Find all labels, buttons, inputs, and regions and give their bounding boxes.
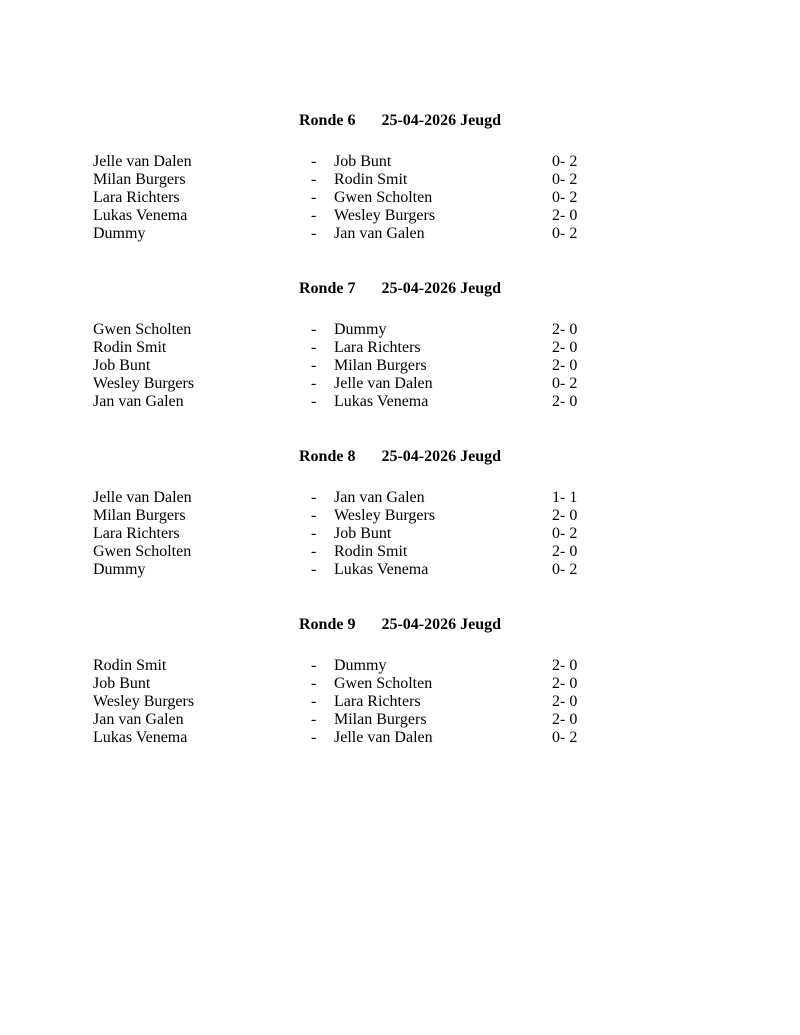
match-score: 2- 0 <box>552 657 578 674</box>
separator: - <box>311 225 317 242</box>
away-player: Jan van Galen <box>334 489 425 506</box>
home-player: Lukas Venema <box>93 207 188 224</box>
home-player: Jelle van Dalen <box>93 489 192 506</box>
separator: - <box>311 675 317 692</box>
round-heading <box>0 616 800 634</box>
match-score: 0- 2 <box>552 561 578 578</box>
match-score: 0- 2 <box>552 153 578 170</box>
match-score: 2- 0 <box>552 207 578 224</box>
match-row <box>93 339 800 357</box>
match-row <box>93 525 800 543</box>
round-title: Ronde 7 <box>298 280 356 297</box>
round-section <box>0 112 800 243</box>
away-player: Wesley Burgers <box>334 507 436 524</box>
match-score: 0- 2 <box>552 189 578 206</box>
away-player: Lara Richters <box>334 693 421 710</box>
round-section <box>0 280 800 411</box>
match-row <box>93 561 800 579</box>
away-player: Jelle van Dalen <box>334 729 433 746</box>
match-score: 2- 0 <box>552 339 578 356</box>
separator: - <box>311 189 317 206</box>
away-player: Job Bunt <box>334 525 392 542</box>
separator: - <box>311 207 317 224</box>
separator: - <box>311 561 317 578</box>
match-score: 0- 2 <box>552 171 578 188</box>
separator: - <box>311 339 317 356</box>
round-heading <box>0 280 800 298</box>
away-player: Gwen Scholten <box>334 189 433 206</box>
away-player: Milan Burgers <box>334 711 427 728</box>
away-player: Dummy <box>334 321 387 338</box>
match-score: 2- 0 <box>552 675 578 692</box>
separator: - <box>311 375 317 392</box>
home-player: Lukas Venema <box>93 729 188 746</box>
match-score: 2- 0 <box>552 711 578 728</box>
away-player: Dummy <box>334 657 387 674</box>
away-player: Jan van Galen <box>334 225 425 242</box>
match-row <box>93 225 800 243</box>
match-row <box>93 729 800 747</box>
away-player: Job Bunt <box>334 153 392 170</box>
match-row <box>93 693 800 711</box>
match-score: 1- 1 <box>552 489 578 506</box>
separator: - <box>311 711 317 728</box>
match-row <box>93 543 800 561</box>
home-player: Gwen Scholten <box>93 543 192 560</box>
away-player: Milan Burgers <box>334 357 427 374</box>
home-player: Gwen Scholten <box>93 321 192 338</box>
separator: - <box>311 729 317 746</box>
match-row <box>93 153 800 171</box>
match-row <box>93 207 800 225</box>
separator: - <box>311 693 317 710</box>
away-player: Gwen Scholten <box>334 675 433 692</box>
match-row <box>93 657 800 675</box>
separator: - <box>311 321 317 338</box>
separator: - <box>311 525 317 542</box>
home-player: Dummy <box>93 561 146 578</box>
home-player: Jan van Galen <box>93 393 184 410</box>
match-score: 2- 0 <box>552 507 578 524</box>
away-player: Rodin Smit <box>334 171 408 188</box>
match-row <box>93 189 800 207</box>
round-section <box>0 616 800 747</box>
home-player: Milan Burgers <box>93 171 186 188</box>
home-player: Milan Burgers <box>93 507 186 524</box>
match-score: 0- 2 <box>552 525 578 542</box>
match-row <box>93 675 800 693</box>
home-player: Job Bunt <box>93 357 151 374</box>
round-date: 25-04-2026 Jeugd <box>381 112 501 129</box>
match-row <box>93 393 800 411</box>
separator: - <box>311 657 317 674</box>
home-player: Job Bunt <box>93 675 151 692</box>
away-player: Lara Richters <box>334 339 421 356</box>
separator: - <box>311 171 317 188</box>
match-row <box>93 711 800 729</box>
match-row <box>93 357 800 375</box>
match-row <box>93 489 800 507</box>
match-score: 0- 2 <box>552 729 578 746</box>
match-score: 2- 0 <box>552 321 578 338</box>
home-player: Lara Richters <box>93 189 180 206</box>
away-player: Lukas Venema <box>334 393 429 410</box>
home-player: Jan van Galen <box>93 711 184 728</box>
match-row <box>93 375 800 393</box>
match-row <box>93 171 800 189</box>
away-player: Jelle van Dalen <box>334 375 433 392</box>
round-heading <box>0 448 800 466</box>
match-row <box>93 507 800 525</box>
home-player: Wesley Burgers <box>93 693 195 710</box>
match-score: 2- 0 <box>552 393 578 410</box>
round-title: Ronde 8 <box>298 448 356 465</box>
round-date: 25-04-2026 Jeugd <box>381 448 501 465</box>
away-player: Wesley Burgers <box>334 207 436 224</box>
home-player: Lara Richters <box>93 525 180 542</box>
away-player: Rodin Smit <box>334 543 408 560</box>
match-score: 0- 2 <box>552 375 578 392</box>
match-score: 2- 0 <box>552 543 578 560</box>
home-player: Dummy <box>93 225 146 242</box>
match-score: 0- 2 <box>552 225 578 242</box>
away-player: Lukas Venema <box>334 561 429 578</box>
match-row <box>93 321 800 339</box>
round-date: 25-04-2026 Jeugd <box>381 280 501 297</box>
separator: - <box>311 357 317 374</box>
match-score: 2- 0 <box>552 693 578 710</box>
separator: - <box>311 393 317 410</box>
home-player: Rodin Smit <box>93 339 167 356</box>
round-date: 25-04-2026 Jeugd <box>381 616 501 633</box>
round-title: Ronde 6 <box>298 112 356 129</box>
match-score: 2- 0 <box>552 357 578 374</box>
home-player: Rodin Smit <box>93 657 167 674</box>
round-heading <box>0 112 800 130</box>
separator: - <box>311 153 317 170</box>
round-title: Ronde 9 <box>298 616 356 633</box>
separator: - <box>311 543 317 560</box>
home-player: Wesley Burgers <box>93 375 195 392</box>
separator: - <box>311 507 317 524</box>
home-player: Jelle van Dalen <box>93 153 192 170</box>
round-section <box>0 448 800 579</box>
separator: - <box>311 489 317 506</box>
